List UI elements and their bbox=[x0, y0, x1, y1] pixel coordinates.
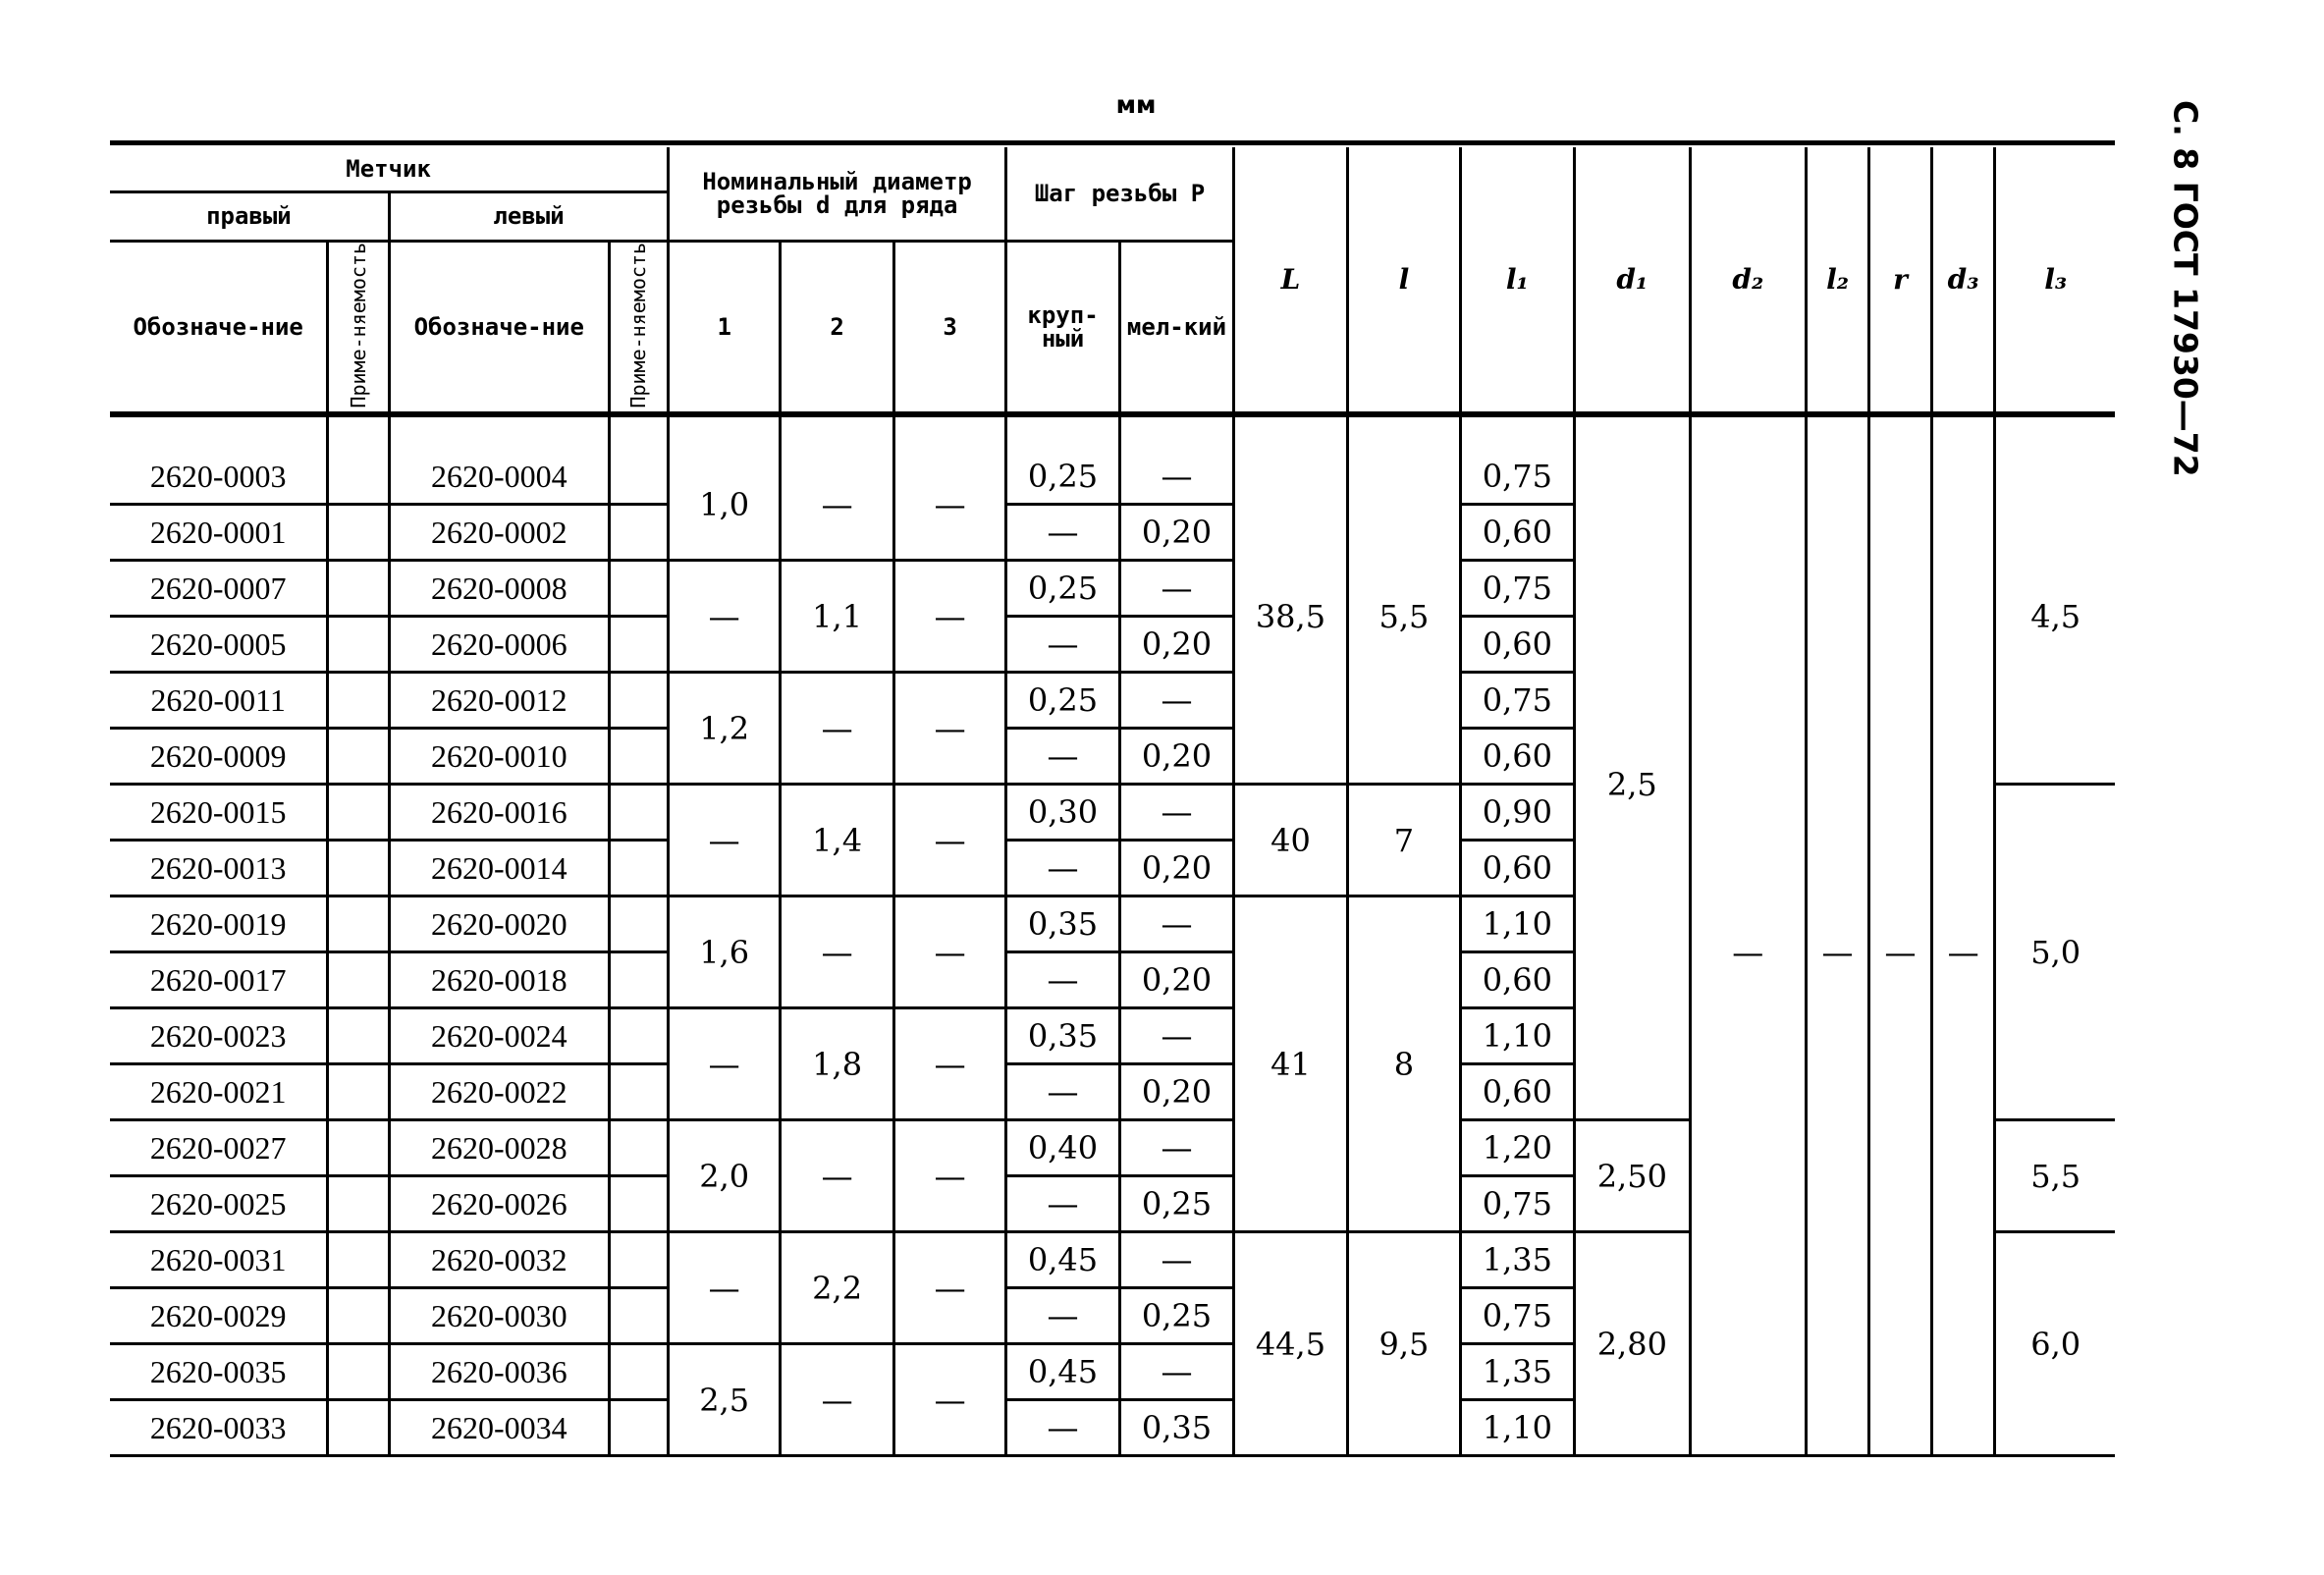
l1-value: 1,10 bbox=[1460, 896, 1574, 952]
left-designation: 2620-0016 bbox=[389, 785, 609, 841]
l3-value: 5,5 bbox=[1995, 1120, 2115, 1232]
d-row3-value: — bbox=[894, 785, 1006, 896]
right-applicability bbox=[328, 561, 390, 617]
l1-value: 0,90 bbox=[1460, 785, 1574, 841]
pitch-coarse: 0,45 bbox=[1006, 1232, 1120, 1288]
L-value: 44,5 bbox=[1233, 1232, 1347, 1456]
header-fine: мел-кий bbox=[1120, 241, 1234, 413]
header-row-3: 3 bbox=[894, 241, 1006, 413]
left-applicability bbox=[609, 561, 669, 617]
left-designation: 2620-0020 bbox=[389, 896, 609, 952]
l-value: 7 bbox=[1347, 785, 1460, 896]
side-page-label-text: С. 8 ГОСТ 17930—72 bbox=[2166, 100, 2205, 477]
d-row1-value: — bbox=[669, 561, 781, 673]
left-designation: 2620-0006 bbox=[389, 617, 609, 673]
pitch-fine: 0,25 bbox=[1120, 1176, 1234, 1232]
left-applicability bbox=[609, 450, 669, 505]
left-applicability bbox=[609, 505, 669, 561]
left-designation: 2620-0032 bbox=[389, 1232, 609, 1288]
right-designation: 2620-0007 bbox=[110, 561, 328, 617]
d-row2-value: — bbox=[781, 896, 894, 1008]
left-applicability bbox=[609, 1400, 669, 1456]
header-left-applicability-text: Приме-няемость bbox=[625, 242, 650, 408]
l1-value: 0,60 bbox=[1460, 841, 1574, 896]
right-applicability bbox=[328, 505, 390, 561]
d-row2-value: — bbox=[781, 1344, 894, 1456]
header-d2: d₂ bbox=[1690, 147, 1806, 413]
l1-value: 1,10 bbox=[1460, 1400, 1574, 1456]
pitch-fine: — bbox=[1120, 785, 1234, 841]
right-applicability bbox=[328, 450, 390, 505]
d-row3-value: — bbox=[894, 1008, 1006, 1120]
right-applicability bbox=[328, 1232, 390, 1288]
d-row1-value: — bbox=[669, 785, 781, 896]
d-row1-value: 2,5 bbox=[669, 1344, 781, 1456]
d-row1-value: 1,0 bbox=[669, 450, 781, 561]
l1-value: 1,35 bbox=[1460, 1232, 1574, 1288]
left-designation: 2620-0018 bbox=[389, 952, 609, 1008]
pitch-fine: 0,20 bbox=[1120, 729, 1234, 785]
header-coarse: круп-ный bbox=[1006, 241, 1120, 413]
d-row2-value: 2,2 bbox=[781, 1232, 894, 1344]
d-row3-value: — bbox=[894, 896, 1006, 1008]
pitch-fine: 0,20 bbox=[1120, 952, 1234, 1008]
d-row2-value: — bbox=[781, 1120, 894, 1232]
d-row3-value: — bbox=[894, 450, 1006, 561]
left-designation: 2620-0004 bbox=[389, 450, 609, 505]
left-applicability bbox=[609, 1176, 669, 1232]
l1-value: 0,75 bbox=[1460, 1288, 1574, 1344]
right-applicability bbox=[328, 1120, 390, 1176]
l3-value: 5,0 bbox=[1995, 785, 2115, 1120]
right-designation: 2620-0023 bbox=[110, 1008, 328, 1064]
header-metchik: Метчик bbox=[110, 147, 669, 191]
left-applicability bbox=[609, 729, 669, 785]
left-applicability bbox=[609, 896, 669, 952]
pitch-coarse: — bbox=[1006, 841, 1120, 896]
left-applicability bbox=[609, 673, 669, 729]
right-designation: 2620-0027 bbox=[110, 1120, 328, 1176]
d-row1-value: 2,0 bbox=[669, 1120, 781, 1232]
pitch-fine: — bbox=[1120, 1344, 1234, 1400]
pitch-coarse: — bbox=[1006, 617, 1120, 673]
pitch-coarse: 0,45 bbox=[1006, 1344, 1120, 1400]
pitch-coarse: — bbox=[1006, 1288, 1120, 1344]
L-value: 38,5 bbox=[1233, 450, 1347, 785]
pitch-fine: 0,25 bbox=[1120, 1288, 1234, 1344]
l1-value: 0,60 bbox=[1460, 952, 1574, 1008]
right-designation: 2620-0025 bbox=[110, 1176, 328, 1232]
left-designation: 2620-0012 bbox=[389, 673, 609, 729]
header-right: правый bbox=[110, 191, 389, 241]
pitch-coarse: — bbox=[1006, 952, 1120, 1008]
l1-value: 0,60 bbox=[1460, 1064, 1574, 1120]
l1-value: 0,75 bbox=[1460, 561, 1574, 617]
right-applicability bbox=[328, 1344, 390, 1400]
l1-value: 0,75 bbox=[1460, 450, 1574, 505]
left-applicability bbox=[609, 785, 669, 841]
left-applicability bbox=[609, 1064, 669, 1120]
header-l1: l₁ bbox=[1460, 147, 1574, 413]
right-designation: 2620-0009 bbox=[110, 729, 328, 785]
header-d1: d₁ bbox=[1574, 147, 1690, 413]
left-designation: 2620-0022 bbox=[389, 1064, 609, 1120]
right-applicability bbox=[328, 617, 390, 673]
d3-value: — bbox=[1931, 450, 1995, 1456]
header-r: r bbox=[1869, 147, 1932, 413]
d-row3-value: — bbox=[894, 1232, 1006, 1344]
pitch-fine: 0,20 bbox=[1120, 505, 1234, 561]
header-left-designation: Обозначе-ние bbox=[389, 241, 609, 413]
l-value: 8 bbox=[1347, 896, 1460, 1232]
r-value: — bbox=[1869, 450, 1932, 1456]
l1-value: 1,20 bbox=[1460, 1120, 1574, 1176]
l1-value: 0,60 bbox=[1460, 729, 1574, 785]
right-designation: 2620-0033 bbox=[110, 1400, 328, 1456]
left-applicability bbox=[609, 1120, 669, 1176]
right-designation: 2620-0013 bbox=[110, 841, 328, 896]
right-designation: 2620-0003 bbox=[110, 450, 328, 505]
L-value: 40 bbox=[1233, 785, 1347, 896]
d-row3-value: — bbox=[894, 561, 1006, 673]
left-applicability bbox=[609, 841, 669, 896]
side-page-label bbox=[2168, 100, 2203, 522]
d-row1-value: — bbox=[669, 1232, 781, 1344]
pitch-coarse: 0,25 bbox=[1006, 561, 1120, 617]
header-row-2: 2 bbox=[781, 241, 894, 413]
pitch-coarse: 0,25 bbox=[1006, 450, 1120, 505]
header-l2: l₂ bbox=[1806, 147, 1869, 413]
pitch-fine: — bbox=[1120, 1120, 1234, 1176]
d-row2-value: 1,4 bbox=[781, 785, 894, 896]
header-left-applicability bbox=[609, 241, 669, 413]
d2-value: — bbox=[1690, 450, 1806, 1456]
pitch-fine: 0,20 bbox=[1120, 1064, 1234, 1120]
header-right-applicability bbox=[328, 241, 390, 413]
pitch-fine: — bbox=[1120, 561, 1234, 617]
right-applicability bbox=[328, 785, 390, 841]
right-applicability bbox=[328, 952, 390, 1008]
right-designation: 2620-0031 bbox=[110, 1232, 328, 1288]
l1-value: 0,60 bbox=[1460, 617, 1574, 673]
pitch-fine: — bbox=[1120, 450, 1234, 505]
left-applicability bbox=[609, 617, 669, 673]
header-nominal-diameter: Номинальный диаметр резьбы d для ряда bbox=[669, 147, 1006, 241]
spec-table bbox=[110, 147, 2115, 1457]
pitch-fine: — bbox=[1120, 1232, 1234, 1288]
header-rule bbox=[110, 413, 2115, 417]
header-L: L bbox=[1233, 147, 1347, 413]
left-applicability bbox=[609, 1344, 669, 1400]
left-applicability bbox=[609, 1288, 669, 1344]
header-right-applicability-text: Приме-няемость bbox=[346, 242, 370, 408]
right-applicability bbox=[328, 1176, 390, 1232]
l3-value: 4,5 bbox=[1995, 450, 2115, 785]
d-row2-value: 1,8 bbox=[781, 1008, 894, 1120]
pitch-fine: 0,20 bbox=[1120, 617, 1234, 673]
right-applicability bbox=[328, 1008, 390, 1064]
header-row-1: 1 bbox=[669, 241, 781, 413]
l2-value: — bbox=[1806, 450, 1869, 1456]
header-left: левый bbox=[389, 191, 668, 241]
header-l: l bbox=[1347, 147, 1460, 413]
d-row1-value: 1,2 bbox=[669, 673, 781, 785]
d-row2-value: — bbox=[781, 673, 894, 785]
d-row3-value: — bbox=[894, 1120, 1006, 1232]
left-applicability bbox=[609, 1232, 669, 1288]
pitch-coarse: — bbox=[1006, 505, 1120, 561]
l3-value: 6,0 bbox=[1995, 1232, 2115, 1456]
top-rule bbox=[110, 140, 2115, 145]
pitch-fine: 0,35 bbox=[1120, 1400, 1234, 1456]
left-designation: 2620-0034 bbox=[389, 1400, 609, 1456]
right-applicability bbox=[328, 1400, 390, 1456]
left-designation: 2620-0010 bbox=[389, 729, 609, 785]
d-row3-value: — bbox=[894, 1344, 1006, 1456]
pitch-coarse: — bbox=[1006, 1064, 1120, 1120]
d-row1-value: — bbox=[669, 1008, 781, 1120]
header-right-designation: Обозначе-ние bbox=[110, 241, 328, 413]
d1-value: 2,5 bbox=[1574, 450, 1690, 1120]
left-designation: 2620-0026 bbox=[389, 1176, 609, 1232]
l1-value: 1,35 bbox=[1460, 1344, 1574, 1400]
table-row bbox=[110, 450, 2115, 505]
left-applicability bbox=[609, 1008, 669, 1064]
pitch-coarse: — bbox=[1006, 729, 1120, 785]
right-designation: 2620-0017 bbox=[110, 952, 328, 1008]
pitch-fine: — bbox=[1120, 673, 1234, 729]
pitch-coarse: 0,35 bbox=[1006, 1008, 1120, 1064]
l1-value: 0,60 bbox=[1460, 505, 1574, 561]
right-designation: 2620-0021 bbox=[110, 1064, 328, 1120]
d-row2-value: 1,1 bbox=[781, 561, 894, 673]
header-d3: d₃ bbox=[1931, 147, 1995, 413]
right-applicability bbox=[328, 673, 390, 729]
pitch-fine: — bbox=[1120, 1008, 1234, 1064]
pitch-coarse: 0,30 bbox=[1006, 785, 1120, 841]
header-l3: l₃ bbox=[1995, 147, 2115, 413]
pitch-coarse: 0,40 bbox=[1006, 1120, 1120, 1176]
left-designation: 2620-0002 bbox=[389, 505, 609, 561]
left-designation: 2620-0014 bbox=[389, 841, 609, 896]
L-value: 41 bbox=[1233, 896, 1347, 1232]
left-designation: 2620-0024 bbox=[389, 1008, 609, 1064]
left-applicability bbox=[609, 952, 669, 1008]
left-designation: 2620-0030 bbox=[389, 1288, 609, 1344]
l-value: 5,5 bbox=[1347, 450, 1460, 785]
right-designation: 2620-0015 bbox=[110, 785, 328, 841]
left-designation: 2620-0036 bbox=[389, 1344, 609, 1400]
right-applicability bbox=[328, 1288, 390, 1344]
right-designation: 2620-0019 bbox=[110, 896, 328, 952]
l-value: 9,5 bbox=[1347, 1232, 1460, 1456]
pitch-coarse: — bbox=[1006, 1400, 1120, 1456]
pitch-fine: — bbox=[1120, 896, 1234, 952]
right-applicability bbox=[328, 896, 390, 952]
pitch-coarse: 0,25 bbox=[1006, 673, 1120, 729]
l1-value: 0,75 bbox=[1460, 1176, 1574, 1232]
right-applicability bbox=[328, 1064, 390, 1120]
right-designation: 2620-0011 bbox=[110, 673, 328, 729]
right-applicability bbox=[328, 729, 390, 785]
d-row3-value: — bbox=[894, 673, 1006, 785]
right-designation: 2620-0001 bbox=[110, 505, 328, 561]
l1-value: 1,10 bbox=[1460, 1008, 1574, 1064]
left-designation: 2620-0028 bbox=[389, 1120, 609, 1176]
d1-value: 2,80 bbox=[1574, 1232, 1690, 1456]
d1-value: 2,50 bbox=[1574, 1120, 1690, 1232]
unit-label: мм bbox=[1115, 90, 1157, 119]
pitch-coarse: 0,35 bbox=[1006, 896, 1120, 952]
right-applicability bbox=[328, 841, 390, 896]
right-designation: 2620-0035 bbox=[110, 1344, 328, 1400]
d-row2-value: — bbox=[781, 450, 894, 561]
l1-value: 0,75 bbox=[1460, 673, 1574, 729]
right-designation: 2620-0029 bbox=[110, 1288, 328, 1344]
header-pitch: Шаг резьбы P bbox=[1006, 147, 1234, 241]
pitch-fine: 0,20 bbox=[1120, 841, 1234, 896]
d-row1-value: 1,6 bbox=[669, 896, 781, 1008]
right-designation: 2620-0005 bbox=[110, 617, 328, 673]
pitch-coarse: — bbox=[1006, 1176, 1120, 1232]
left-designation: 2620-0008 bbox=[389, 561, 609, 617]
